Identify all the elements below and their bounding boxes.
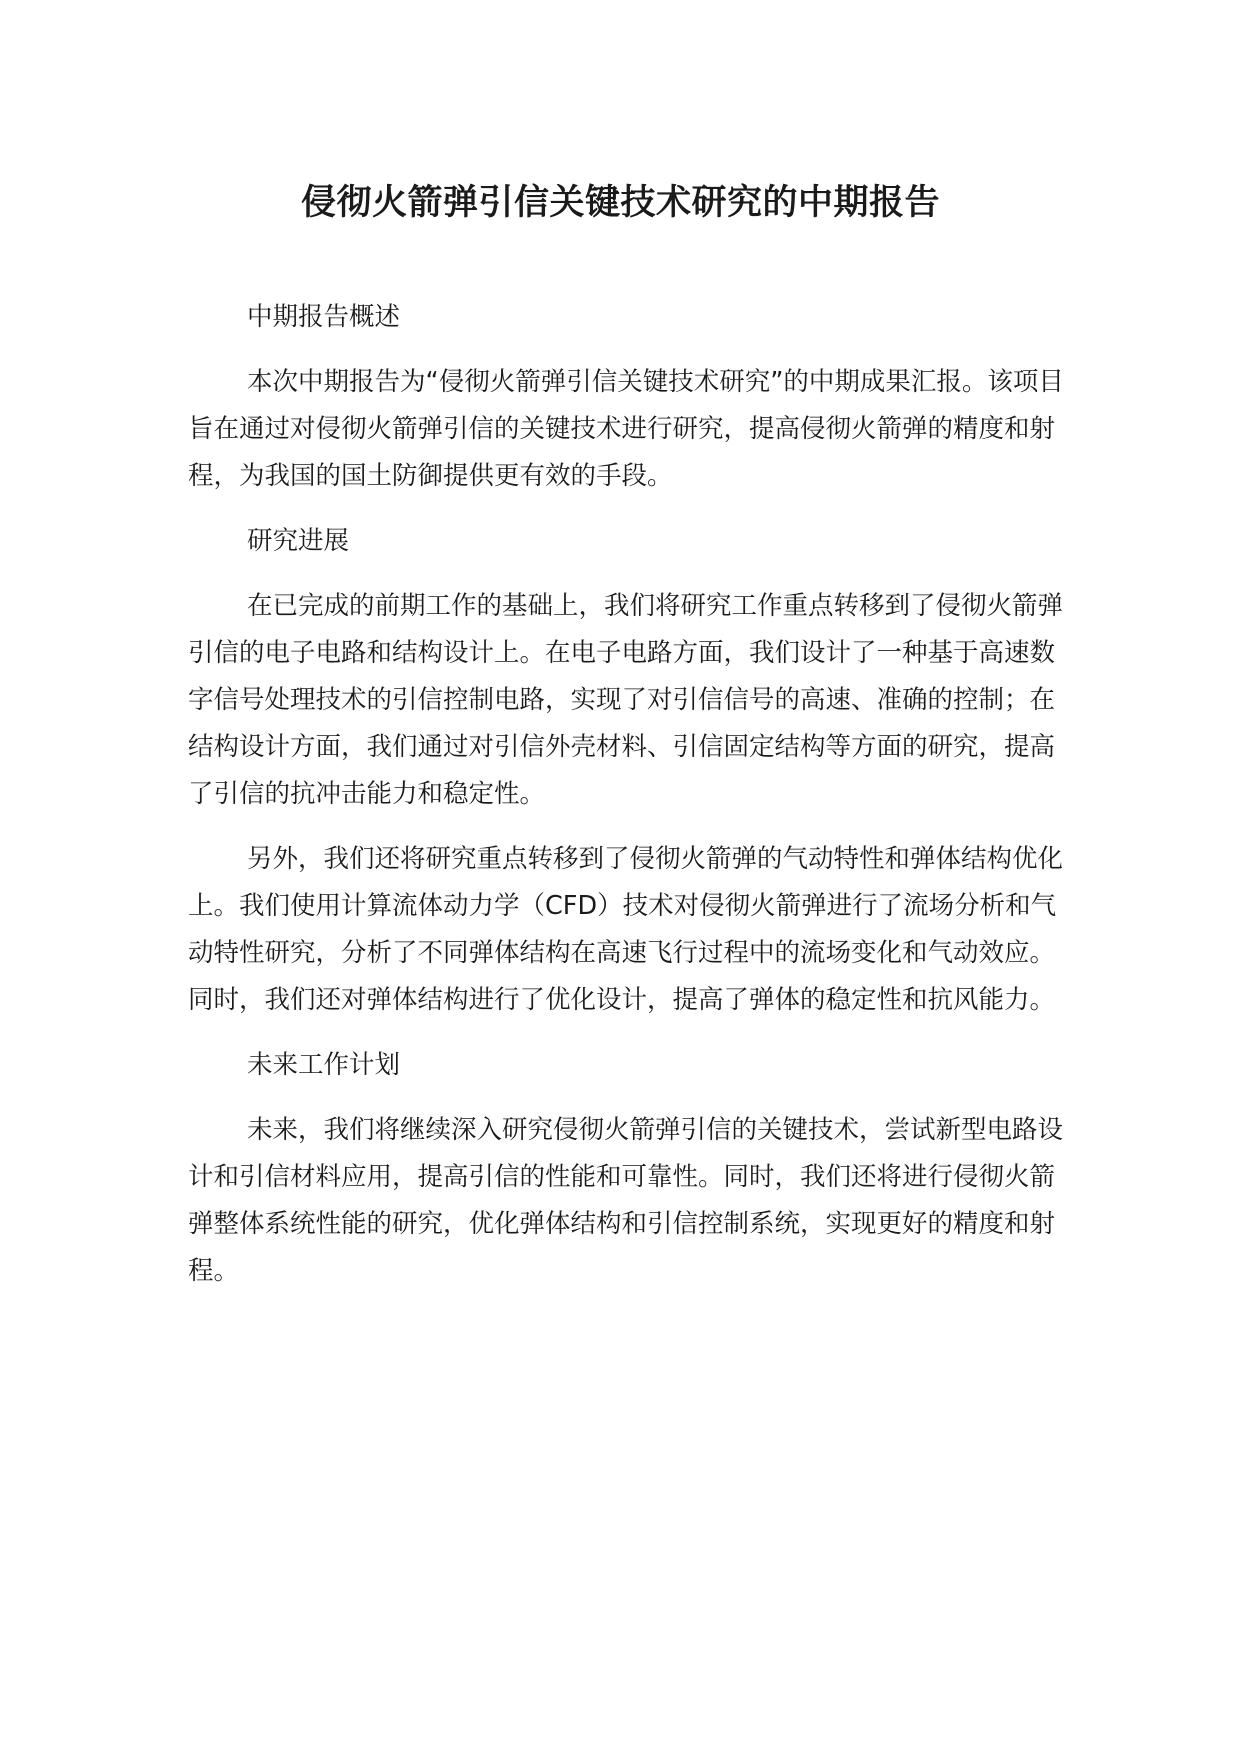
section-heading-progress: 研究进展	[247, 526, 350, 556]
paragraph-progress-2: 另外，我们还将研究重点转移到了侵彻火箭弹的气动特性和弹体结构优化上。我们使用计算流体动力学（CFD）技术对侵彻火箭弹进行了流场分析和气动特性研究，分析了不同弹体结构在高速飞行过程中的流场变化和气动效应。同时，我们还对弹体结构进行了优化设计，提高了弹体的稳定性和抗风能力。	[188, 844, 1064, 1015]
paragraph-overview: 本次中期报告为“侵彻火箭弹引信关键技术研究”的中期成果汇报。该项目旨在通过对侵彻火箭弹引信的关键技术进行研究，提高侵彻火箭弹的精度和射程，为我国的国土防御提供更有效的手段。	[188, 367, 1064, 491]
section-heading-overview: 中期报告概述	[247, 302, 401, 332]
document-body	[188, 294, 1078, 1295]
paragraph-progress-1: 在已完成的前期工作的基础上，我们将研究工作重点转移到了侵彻火箭弹引信的电子电路和结构设计上。在电子电路方面，我们设计了一种基于高速数字信号处理技术的引信控制电路，实现了对引信信号的高速、准确的控制；在结构设计方面，我们通过对引信外壳材料、引信固定结构等方面的研究，提高了引信的抗冲击能力和稳定性。	[188, 591, 1064, 809]
section-heading-future: 未来工作计划	[247, 1050, 401, 1080]
document-title: 侵彻火箭弹引信关键技术研究的中期报告	[300, 183, 940, 223]
paragraph-future: 未来，我们将继续深入研究侵彻火箭弹引信的关键技术，尝试新型电路设计和引信材料应用，提高引信的性能和可靠性。同时，我们还将进行侵彻火箭弹整体系统性能的研究，优化弹体结构和引信控制系统，实现更好的精度和射程。	[188, 1115, 1064, 1286]
